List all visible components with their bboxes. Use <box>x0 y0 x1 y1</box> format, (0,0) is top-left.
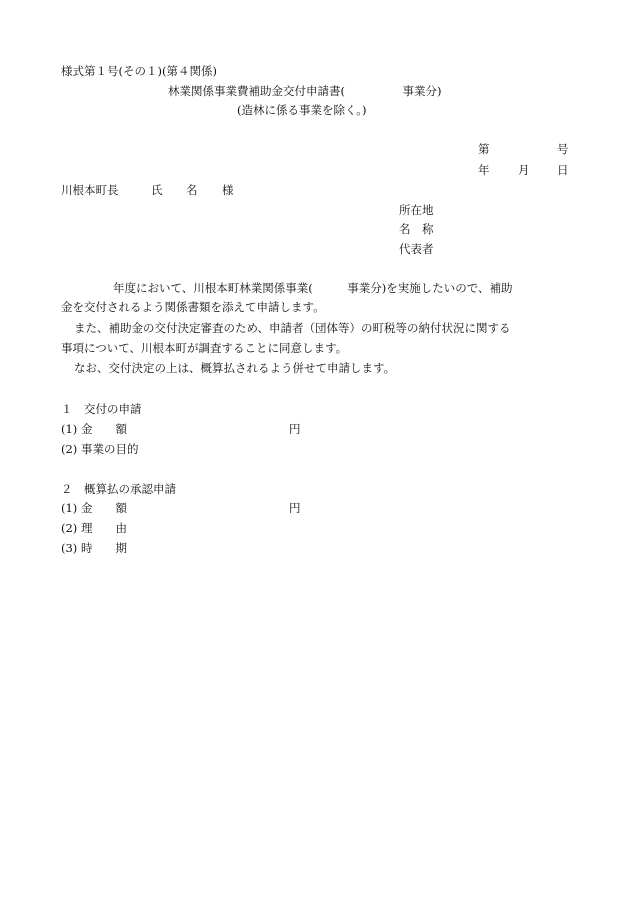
section-1-item-1-unit: 円 <box>289 422 301 436</box>
date-year: 年 <box>478 163 490 177</box>
body-line-1: 年度において、川根本町林業関係事業( 事業分)を実施したいので、補助 <box>113 281 513 295</box>
section-2-item-3-no: (3) <box>61 541 78 555</box>
addressee-shi: 氏 <box>151 183 163 197</box>
body-line-5: なお、交付決定の上は、概算払されるよう併せて申請します。 <box>74 361 396 375</box>
addressee-sama: 様 <box>222 183 234 197</box>
section-1-item-2-label: 事業の目的 <box>81 442 139 456</box>
date-month: 月 <box>518 163 530 177</box>
applicant-name-label: 名 称 <box>399 222 434 236</box>
doc-number-dai: 第 <box>478 142 490 156</box>
section-1-item-2-no: (2) <box>61 442 78 456</box>
doc-number-go: 号 <box>557 142 569 156</box>
section-2-item-2-no: (2) <box>61 521 78 535</box>
section-1-item-1-label: 金 額 <box>81 422 127 436</box>
section-2-item-2-label: 理 由 <box>81 521 127 535</box>
section-2-heading: ２ 概算払の承認申請 <box>61 482 176 496</box>
section-1-heading: １ 交付の申請 <box>61 402 142 416</box>
document-title: 林業関係事業費補助金交付申請書( 事業分) <box>168 84 442 98</box>
body-line-4: 事項について、川根本町が調査することに同意します。 <box>61 341 348 355</box>
addressee-mayor: 川根本町長 <box>61 183 119 197</box>
section-2-item-1-unit: 円 <box>289 501 301 515</box>
applicant-address-label: 所在地 <box>399 203 434 217</box>
body-line-2: 金を交付されるよう関係書類を添えて申請します。 <box>61 300 325 314</box>
addressee-mei: 名 <box>186 183 198 197</box>
form-label: 様式第１号(その１)(第４関係) <box>61 64 217 78</box>
date-day: 日 <box>557 163 569 177</box>
document-subtitle: (造林に係る事業を除く。) <box>237 103 367 117</box>
body-line-3: また、補助金の交付決定審査のため、申請者（団体等）の町税等の納付状況に関する <box>74 321 511 335</box>
section-1-item-1-no: (1) <box>61 422 78 436</box>
section-2-item-3-label: 時 期 <box>81 541 127 555</box>
section-2-item-1-no: (1) <box>61 501 78 515</box>
section-2-item-1-label: 金 額 <box>81 501 127 515</box>
applicant-representative-label: 代表者 <box>399 242 434 256</box>
